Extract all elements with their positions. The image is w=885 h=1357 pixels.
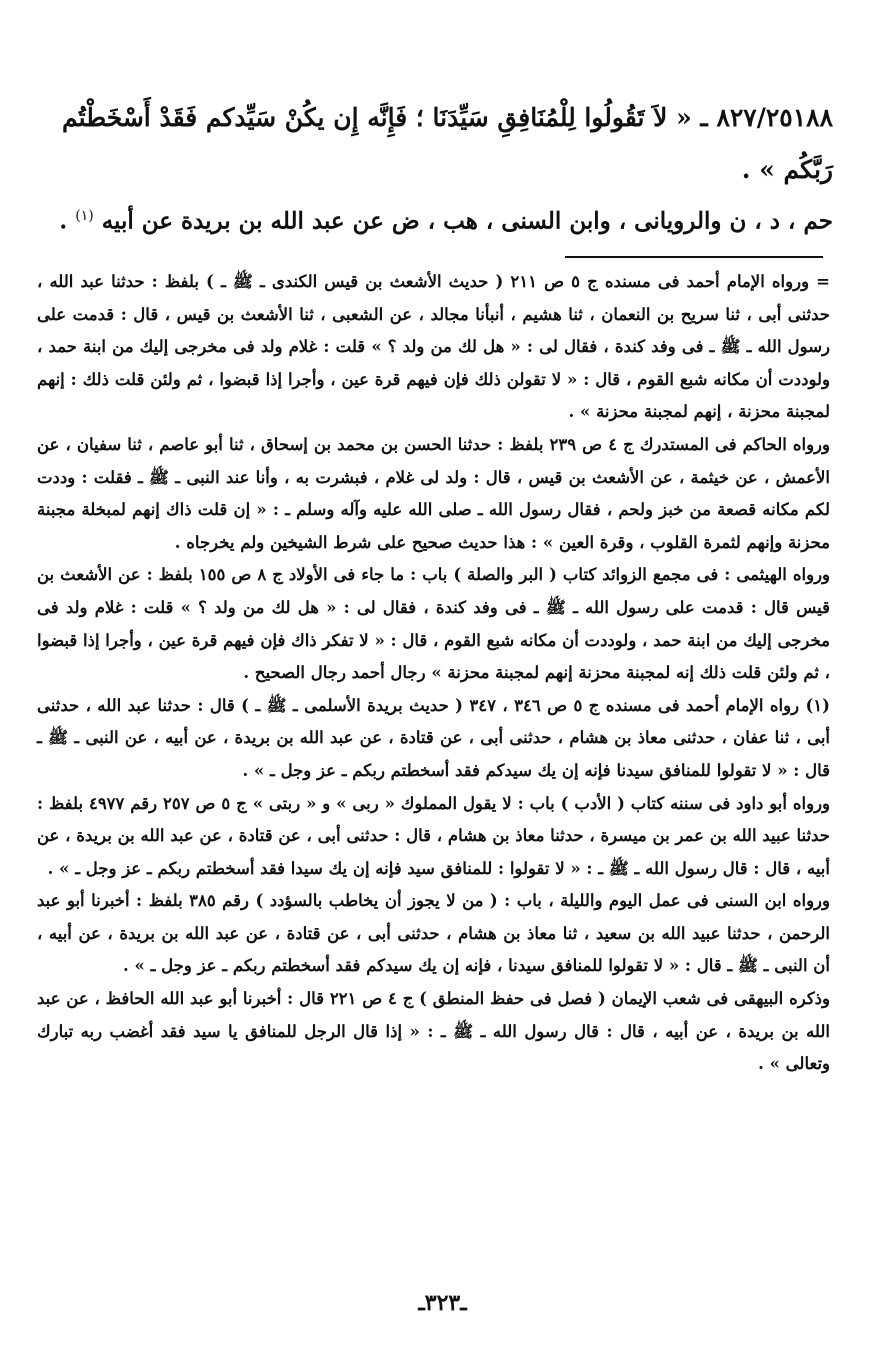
footnote-bayhaqi: وذكره البيهقى فى شعب الإيمان ( فصل فى حفظ المنطق ) ج ٤ ص ٢٢١ قال : أخبرنا أبو عبد الله الحافظ ، عن عبد الله بن بريدة ، عن أبيه ، قال : قال رسول الله ـ ﷺ ـ : « إذا قال الرجل للمنافق يا سيد فقد أغضب ربه تبارك وتعالى » . xyxy=(37,989,830,1074)
footnotes-section xyxy=(37,266,830,1081)
page-number: ـ٣٢٣ـ xyxy=(418,1290,467,1316)
hadith-text xyxy=(33,92,833,196)
footnote-marker: (١) xyxy=(75,208,94,224)
hadith-line-1: ٨٢٧/٢٥١٨٨ ـ « لاَ تَقُولُوا لِلْمُنَافِقِ سَيِّدَنَا ؛ فَإِنَّه إِن يكُنْ سَيِّدكم فَقَدْ أَسْخَطْتُم xyxy=(62,103,833,132)
footnote-1-ahmad-buraydah: (١) رواه الإمام أحمد فى مسنده ج ٥ ص ٣٤٦ ، ٣٤٧ ( حديث بريدة الأسلمى ـ ﷺ ـ ) قال : حدثنا عبد الله ، حدثنى أبى ، ثنا عفان ، حدثنى معاذ بن هشام ، حدثنى أبى ، عن قتادة ، عن عبد الله بن بريدة ، عن أبيه ، عن النبى ـ ﷺ ـ قال : « لا تقولوا للمنافق سيدنا فإنه إن يك سيدكم فقد أسخطتم ربكم ـ عز وجل ـ » . xyxy=(37,695,830,780)
footnote-separator xyxy=(565,256,823,258)
sources-text: حم ، د ، ن والرويانى ، وابن السنى ، هب ، ض عن عبد الله بن بريدة عن أبيه xyxy=(101,207,833,235)
footnote-abu-dawud: ورواه أبو داود فى سننه كتاب ( الأدب ) باب : لا يقول المملوك « ربى » و « ربتى » ج ٥ ص ٢٥٧ رقم ٤٩٧٧ بلفظ : حدثنا عبيد الله بن عمر بن ميسرة ، حدثنا معاذ بن هشام ، قال : حدثنى أبى ، عن قتادة ، عن عبد الله بن بريدة ، عن أبيه ، قال : قال رسول الله ـ ﷺ ـ : « لا تقولوا : للمنافق سيد فإنه إن يك سيدا فقد أسخطتم ربكم ـ عز وجل ـ » . xyxy=(37,793,831,878)
footnote-ahmad-ashath: = ورواه الإمام أحمد فى مسنده ج ٥ ص ٢١١ ( حديث الأشعث بن قيس الكندى ـ ﷺ ـ ) بلفظ : حدثنا عبد الله ، حدثنى أبى ، ثنا سريح بن النعمان ، ثنا هشيم ، أنبأنا مجالد ، عن الشعبى ، ثنا الأشعث بن قيس ، قال : قدمت على رسول الله ـ ﷺ ـ فى وفد كندة ، فقال لى : « هل لك من ولد ؟ » قلت : غلام ولد فى مخرجى إليك من ابنة حمد ، ولوددت أن مكانه شبع القوم ، قال : « لا تقولن ذلك فإن فيهم قرة عين ، وأجرا إذا قبضوا ، ثم ولئن قلت ذلك : إنهم لمجبنة محزنة ، إنهم لمجبنة محزنة » . xyxy=(37,272,830,422)
footnote-haythami: ورواه الهيثمى : فى مجمع الزوائد كتاب ( البر والصلة ) باب : ما جاء فى الأولاد ج ٨ ص ١٥٥ بلفظ : عن الأشعث بن قيس قال : قدمت على رسول الله ـ ﷺ ـ فى وفد كندة ، فقال لى : « هل لك من ولد ؟ » قلت : غلام ولد فى مخرجى إليك من ابنة حمد ، ولوددت أن مكانه شبع القوم ، قال : « لا تفكر ذاك فإن فيهم قرة عين ، وأجرا إذا قبضوا ، ثم ولئن قلت ذلك إنه لمجبنة محزنة إنهم لمجبنة محزنة » رجال أحمد رجال الصحيح . xyxy=(37,565,831,683)
footnote-hakim: ورواه الحاكم فى المستدرك ج ٤ ص ٢٣٩ بلفظ : حدثنا الحسن بن محمد بن إسحاق ، ثنا أبو عاصم ، ثنا سفيان ، عن الأعمش ، عن خيثمة ، عن الأشعث بن قيس ، قال : ولد لى غلام ، فبشرت به ، وأنا عند النبى ـ ﷺ ـ فقلت : وددت لكم مكانه قصعة من خبز ولحم ، فقال رسول الله ـ صلى الله عليه وآله وسلم ـ : « إن قلت ذاك إنهم لمبخلة مجبنة محزنة وإنهم لثمرة القلوب ، وقرة العين » : هذا حديث صحيح على شرط الشيخين ولم يخرجاه . xyxy=(37,434,830,552)
sources-end: . xyxy=(59,207,68,235)
hadith-sources xyxy=(33,196,833,242)
footnote-ibn-sunni: ورواه ابن السنى فى عمل اليوم والليلة ، باب : ( من لا يجوز أن يخاطب بالسؤدد ) رقم ٣٨٥ بلفظ : أخبرنا أبو عبد الرحمن ، حدثنا عبيد الله بن سعيد ، ثنا معاذ بن هشام ، حدثنى أبى ، عن قتادة ، عن عبد الله بن بريدة ، عن أبيه ، أن النبى ـ ﷺ ـ قال : « لا تقولوا للمنافق سيدنا ، فإنه إن يك سيدكم فقد أسخطتم ربكم ـ عز وجل ـ » . xyxy=(37,891,830,976)
hadith-line-2: رَبَّكُم » . xyxy=(741,155,833,184)
